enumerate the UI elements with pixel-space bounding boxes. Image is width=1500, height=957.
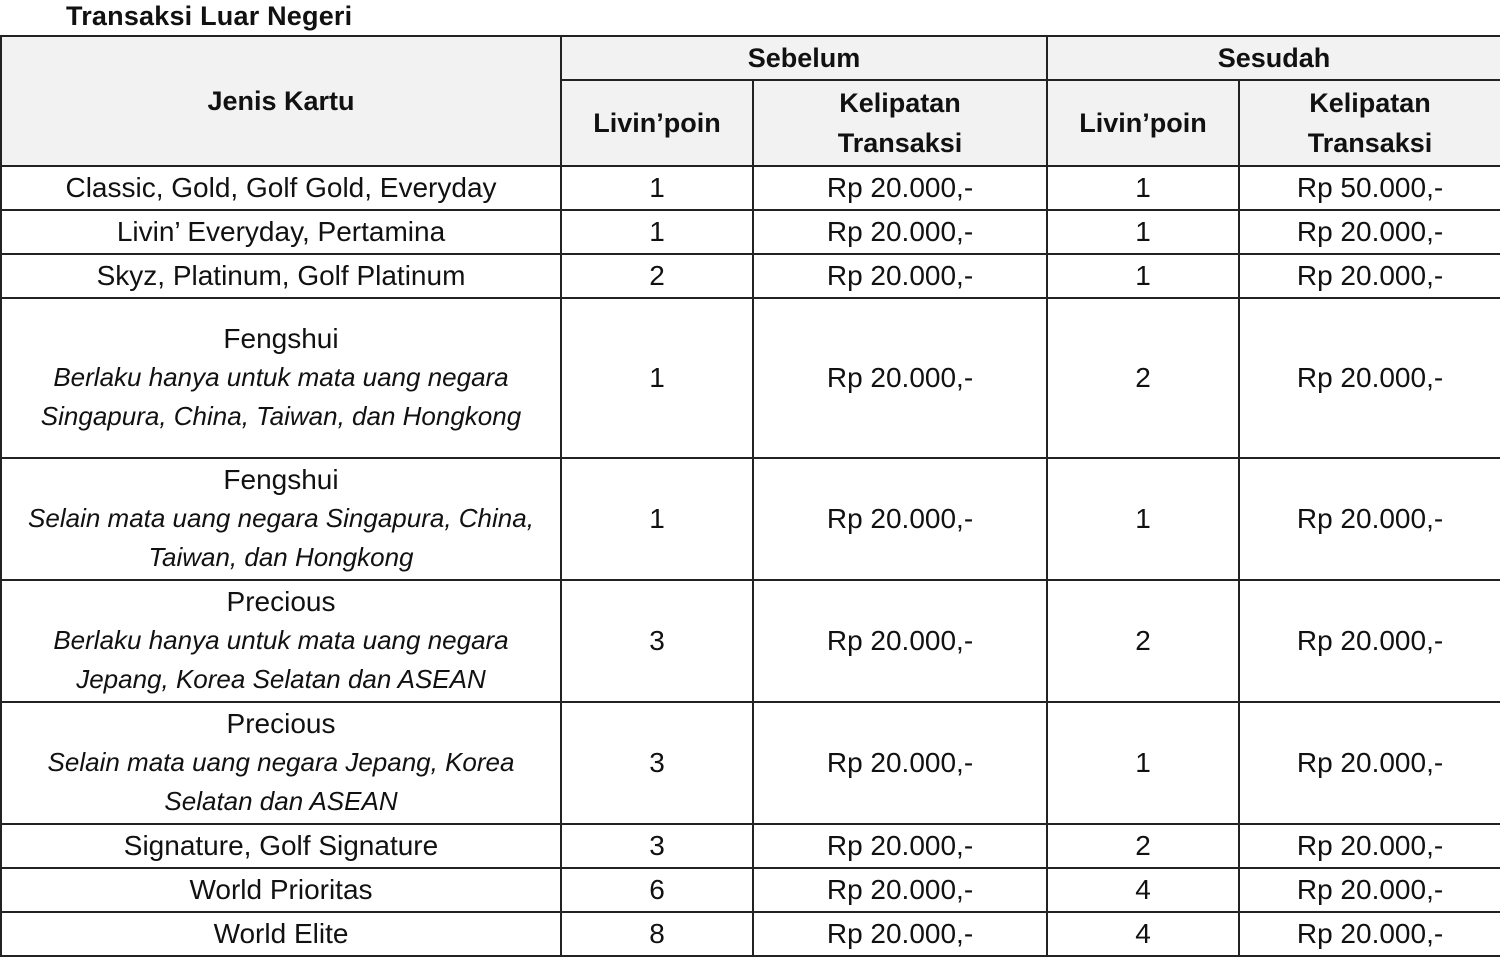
before-kelipatan-cell: Rp 20.000,- [753,458,1047,580]
table-row [1,210,1500,254]
before-poin-cell: 6 [561,868,753,912]
table-row [1,166,1500,210]
after-poin-cell: 4 [1047,868,1239,912]
table-row [1,254,1500,298]
header-sesudah-livin-poin: Livin’poin [1047,80,1239,166]
table-row [1,298,1500,458]
header-sesudah: Sesudah [1047,36,1500,80]
before-kelipatan-cell: Rp 20.000,- [753,912,1047,956]
card-name: Precious [226,586,336,617]
before-poin-cell: 3 [561,824,753,868]
card-type-cell: Signature, Golf Signature [1,824,561,868]
card-type-cell: World Prioritas [1,868,561,912]
after-kelipatan-cell: Rp 20.000,- [1239,824,1500,868]
card-name: Fengshui [223,464,339,495]
before-kelipatan-cell: Rp 20.000,- [753,868,1047,912]
after-poin-cell: 1 [1047,166,1239,210]
card-note: Berlaku hanya untuk mata uang negara Jepang, Korea Selatan dan ASEAN [53,625,509,694]
card-type-cell [1,702,561,824]
table-row [1,824,1500,868]
before-poin-cell: 1 [561,166,753,210]
before-poin-cell: 1 [561,298,753,458]
header-row-group [1,36,1500,80]
after-kelipatan-cell: Rp 20.000,- [1239,580,1500,702]
table-row [1,912,1500,956]
after-poin-cell: 2 [1047,580,1239,702]
header-sebelum-livin-poin: Livin’poin [561,80,753,166]
card-note: Selain mata uang negara Jepang, Korea Selatan dan ASEAN [47,747,515,816]
before-poin-cell: 3 [561,702,753,824]
header-sebelum-kelipatan: Kelipatan Transaksi [753,80,1047,166]
table-row [1,580,1500,702]
after-kelipatan-cell: Rp 20.000,- [1239,912,1500,956]
after-kelipatan-cell: Rp 20.000,- [1239,458,1500,580]
table-row [1,868,1500,912]
after-poin-cell: 4 [1047,912,1239,956]
card-note: Selain mata uang negara Singapura, China, Taiwan, dan Hongkong [28,503,534,572]
card-type-cell [1,458,561,580]
after-poin-cell: 1 [1047,458,1239,580]
before-poin-cell: 2 [561,254,753,298]
after-kelipatan-cell: Rp 20.000,- [1239,702,1500,824]
after-kelipatan-cell: Rp 20.000,- [1239,298,1500,458]
after-poin-cell: 2 [1047,298,1239,458]
table-header [1,36,1500,166]
after-kelipatan-cell: Rp 50.000,- [1239,166,1500,210]
card-name: Precious [226,708,336,739]
card-type-cell: Livin’ Everyday, Pertamina [1,210,561,254]
before-poin-cell: 3 [561,580,753,702]
before-kelipatan-cell: Rp 20.000,- [753,298,1047,458]
after-poin-cell: 1 [1047,210,1239,254]
header-jenis-kartu: Jenis Kartu [1,36,561,166]
rates-table [0,35,1500,957]
page-title: Transaksi Luar Negeri [66,1,353,31]
card-type-cell: Classic, Gold, Golf Gold, Everyday [1,166,561,210]
card-type-cell: World Elite [1,912,561,956]
card-note: Berlaku hanya untuk mata uang negara Singapura, China, Taiwan, dan Hongkong [40,362,522,431]
before-poin-cell: 1 [561,210,753,254]
table-row [1,458,1500,580]
after-kelipatan-cell: Rp 20.000,- [1239,868,1500,912]
header-sebelum: Sebelum [561,36,1047,80]
table-body [1,166,1500,956]
before-kelipatan-cell: Rp 20.000,- [753,580,1047,702]
card-name: Fengshui [223,323,339,354]
after-kelipatan-cell: Rp 20.000,- [1239,210,1500,254]
before-kelipatan-cell: Rp 20.000,- [753,210,1047,254]
after-poin-cell: 1 [1047,702,1239,824]
after-kelipatan-cell: Rp 20.000,- [1239,254,1500,298]
before-kelipatan-cell: Rp 20.000,- [753,824,1047,868]
card-type-cell [1,580,561,702]
header-sesudah-kelipatan: Kelipatan Transaksi [1239,80,1500,166]
table-row [1,702,1500,824]
after-poin-cell: 1 [1047,254,1239,298]
before-kelipatan-cell: Rp 20.000,- [753,166,1047,210]
before-kelipatan-cell: Rp 20.000,- [753,702,1047,824]
card-type-cell [1,298,561,458]
after-poin-cell: 2 [1047,824,1239,868]
before-poin-cell: 8 [561,912,753,956]
before-kelipatan-cell: Rp 20.000,- [753,254,1047,298]
before-poin-cell: 1 [561,458,753,580]
card-type-cell: Skyz, Platinum, Golf Platinum [1,254,561,298]
